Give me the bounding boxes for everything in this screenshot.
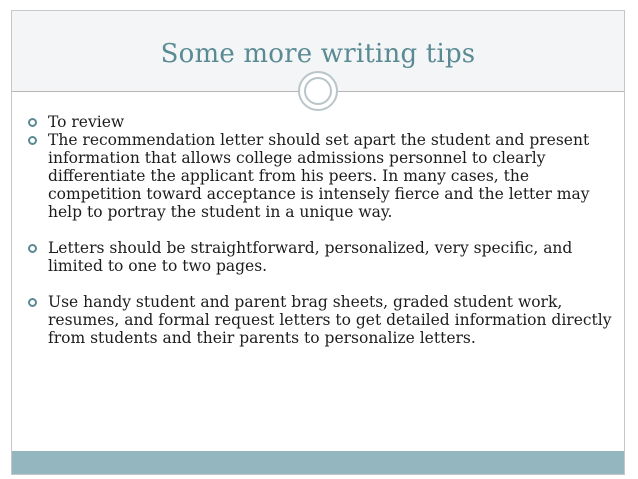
bullet-circle-icon — [28, 298, 37, 307]
bullet-text: To review — [48, 113, 125, 131]
slide-body — [24, 111, 614, 347]
bullet-text: Letters should be straightforward, personalized, very specific, and limited to one to two pages. — [48, 239, 573, 275]
bottom-accent-band — [12, 451, 624, 474]
bullet-item — [24, 239, 614, 275]
bullet-item — [24, 113, 614, 131]
bullet-circle-icon — [28, 244, 37, 253]
bullet-text: Use handy student and parent brag sheets, graded student work, resumes, and formal request letters to get detailed information directly from students and their parents to personalize letters. — [48, 293, 612, 347]
slide-title: Some more writing tips — [160, 39, 476, 69]
bullet-circle-icon — [28, 136, 37, 145]
bullet-circle-icon — [28, 118, 37, 127]
slide-frame — [11, 10, 625, 475]
bullet-item — [24, 131, 614, 221]
bullet-item — [24, 293, 614, 347]
ring-ornament-icon — [298, 71, 338, 111]
bullet-text: The recommendation letter should set apart the student and present information that allows college admissions personnel to clearly differentiate the applicant from his peers. In many cases, the competition toward acceptance is intensely fierce and the letter may help to portray the student in a unique way. — [48, 131, 590, 221]
